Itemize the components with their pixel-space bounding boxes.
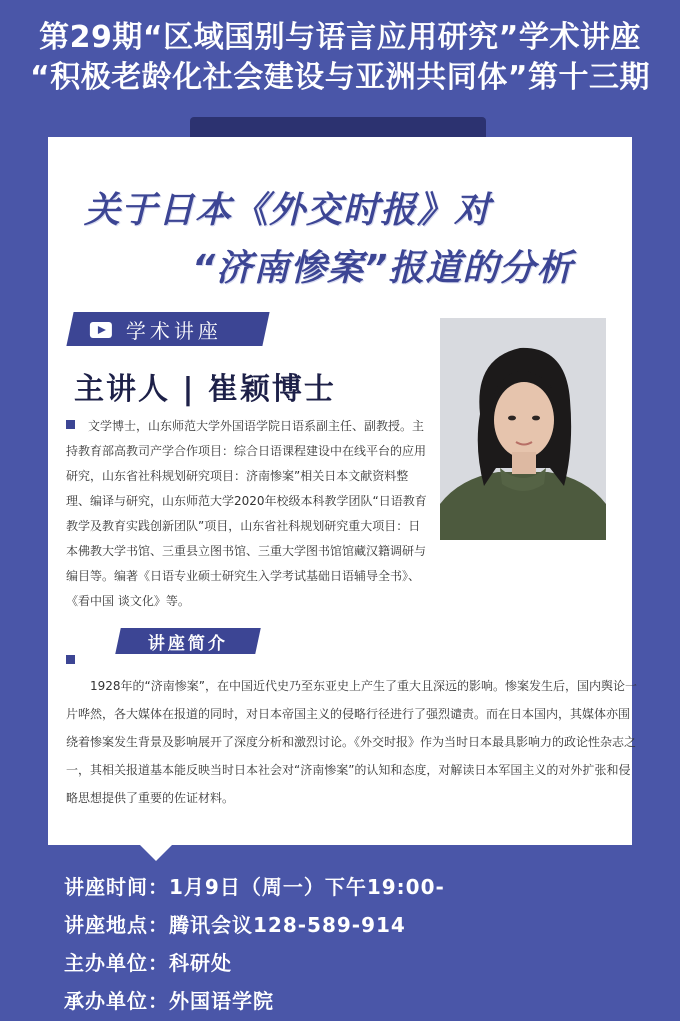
intro-label-banner [115,628,261,654]
card-notch [140,845,172,861]
lecture-label: 学术讲座 [126,318,222,343]
speaker-photo [440,318,606,540]
lecture-intro: 1928年的“济南惨案”，在中国近代史乃至东亚史上产生了重大且深远的影响。惨案发生后，国内舆论一片哗然，各大媒体在报道的同时，对日本帝国主义的侵略行径进行了强烈谴责。而在日本国内，其媒体亦围绕着惨案发生背景及影响展开了深度分析和激烈讨论。《外交时报》作为当时日本最具影响力的政论性杂志之一，其相关报道基本能反映当时日本社会对“济南惨案”的认知和态度，对解读日本军国主义的对外扩张和侵略思想提供了重要的佐证材料。 [66,679,637,805]
speaker-name: 主讲人 | 崔颖博士 [74,372,336,407]
event-place: 讲座地点：腾讯会议128-589-914 [64,913,406,937]
event-time: 讲座时间：1月9日（周一）下午19:00- [64,875,445,899]
poster-header [0,18,680,98]
talk-title-line2: “济南惨案”报道的分析 [192,248,574,289]
header-line-topic: “积极老龄化社会建设与亚洲共同体”第十三期 [30,60,650,95]
event-host: 主办单位：科研处 [64,951,232,975]
play-video-icon [90,321,112,337]
lecture-label-banner [66,312,269,346]
bullet-square [66,655,75,664]
intro-label: 讲座简介 [148,633,228,654]
talk-title-line1: 关于日本《外交时报》对 [84,190,492,231]
header-line-series: 第29期“区域国别与语言应用研究”学术讲座 [39,20,641,55]
speaker-bio: 文学博士，山东师范大学外国语学院日语系副主任、副教授。主持教育部高教司产学合作项目：综合日语课程建设中在线平台的应用研究，山东省社科规划研究项目：济南惨案”相关日本文献资料整理、编译与研究，山东师范大学2020年校级本科教学团队“日语教育教学及教育实践创新团队”项目，山东省社科规划研究重大项目：日本佛教大学书馆、三重县立图书馆、三重大学图书馆馆藏汉籍调研与编目等。编著《日语专业硕士研究生入学考试基础日语辅导全书》、《看中国 谈文化》等。 [66,419,427,608]
event-organizer: 承办单位：外国语学院 [64,989,274,1013]
speaker-portrait [440,318,606,540]
event-info [64,868,445,1020]
